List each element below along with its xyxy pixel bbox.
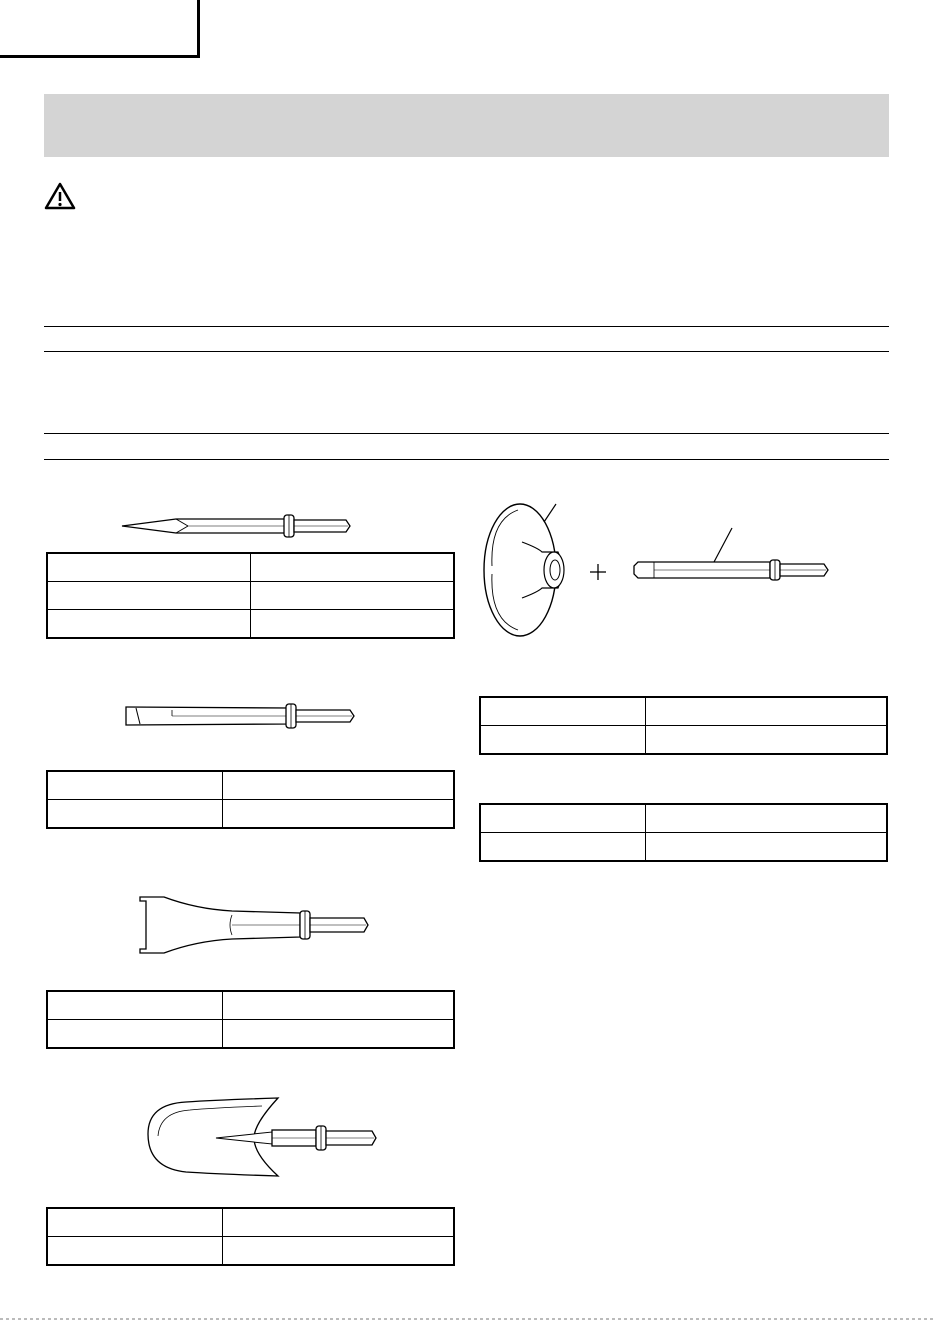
table-row: [47, 1208, 454, 1237]
shank-rod-illustration: [630, 524, 835, 584]
tamper-spec-table-a: [479, 696, 888, 755]
section-title-band: [44, 94, 889, 157]
cold-chisel-illustration: [120, 700, 360, 732]
cutter-illustration: [136, 893, 376, 957]
table-row: [47, 1020, 454, 1049]
table-row: [47, 991, 454, 1020]
corner-tab: [0, 0, 200, 58]
rule: [44, 459, 889, 460]
table-row: [47, 1237, 454, 1266]
tamper-plate-illustration: [482, 500, 572, 640]
table-row: [47, 800, 454, 829]
plus-sign: [589, 563, 607, 581]
tamper-spec-table-b: [479, 803, 888, 862]
table-row: [480, 726, 887, 755]
table-row: [480, 697, 887, 726]
rule: [44, 351, 889, 352]
cold-chisel-spec-table: [46, 770, 455, 829]
scoop-spec-table: [46, 1207, 455, 1266]
rule: [44, 433, 889, 434]
table-row: [47, 771, 454, 800]
scoop-illustration: [146, 1098, 386, 1178]
warning-triangle-icon: [44, 182, 76, 210]
table-row: [47, 553, 454, 582]
cutter-spec-table: [46, 990, 455, 1049]
footer-dotted-line: [0, 1318, 933, 1320]
table-row: [480, 833, 887, 862]
bull-point-illustration: [118, 510, 358, 542]
table-row: [47, 610, 454, 639]
rule: [44, 326, 889, 327]
table-row: [480, 804, 887, 833]
bull-point-spec-table: [46, 552, 455, 639]
table-row: [47, 582, 454, 610]
